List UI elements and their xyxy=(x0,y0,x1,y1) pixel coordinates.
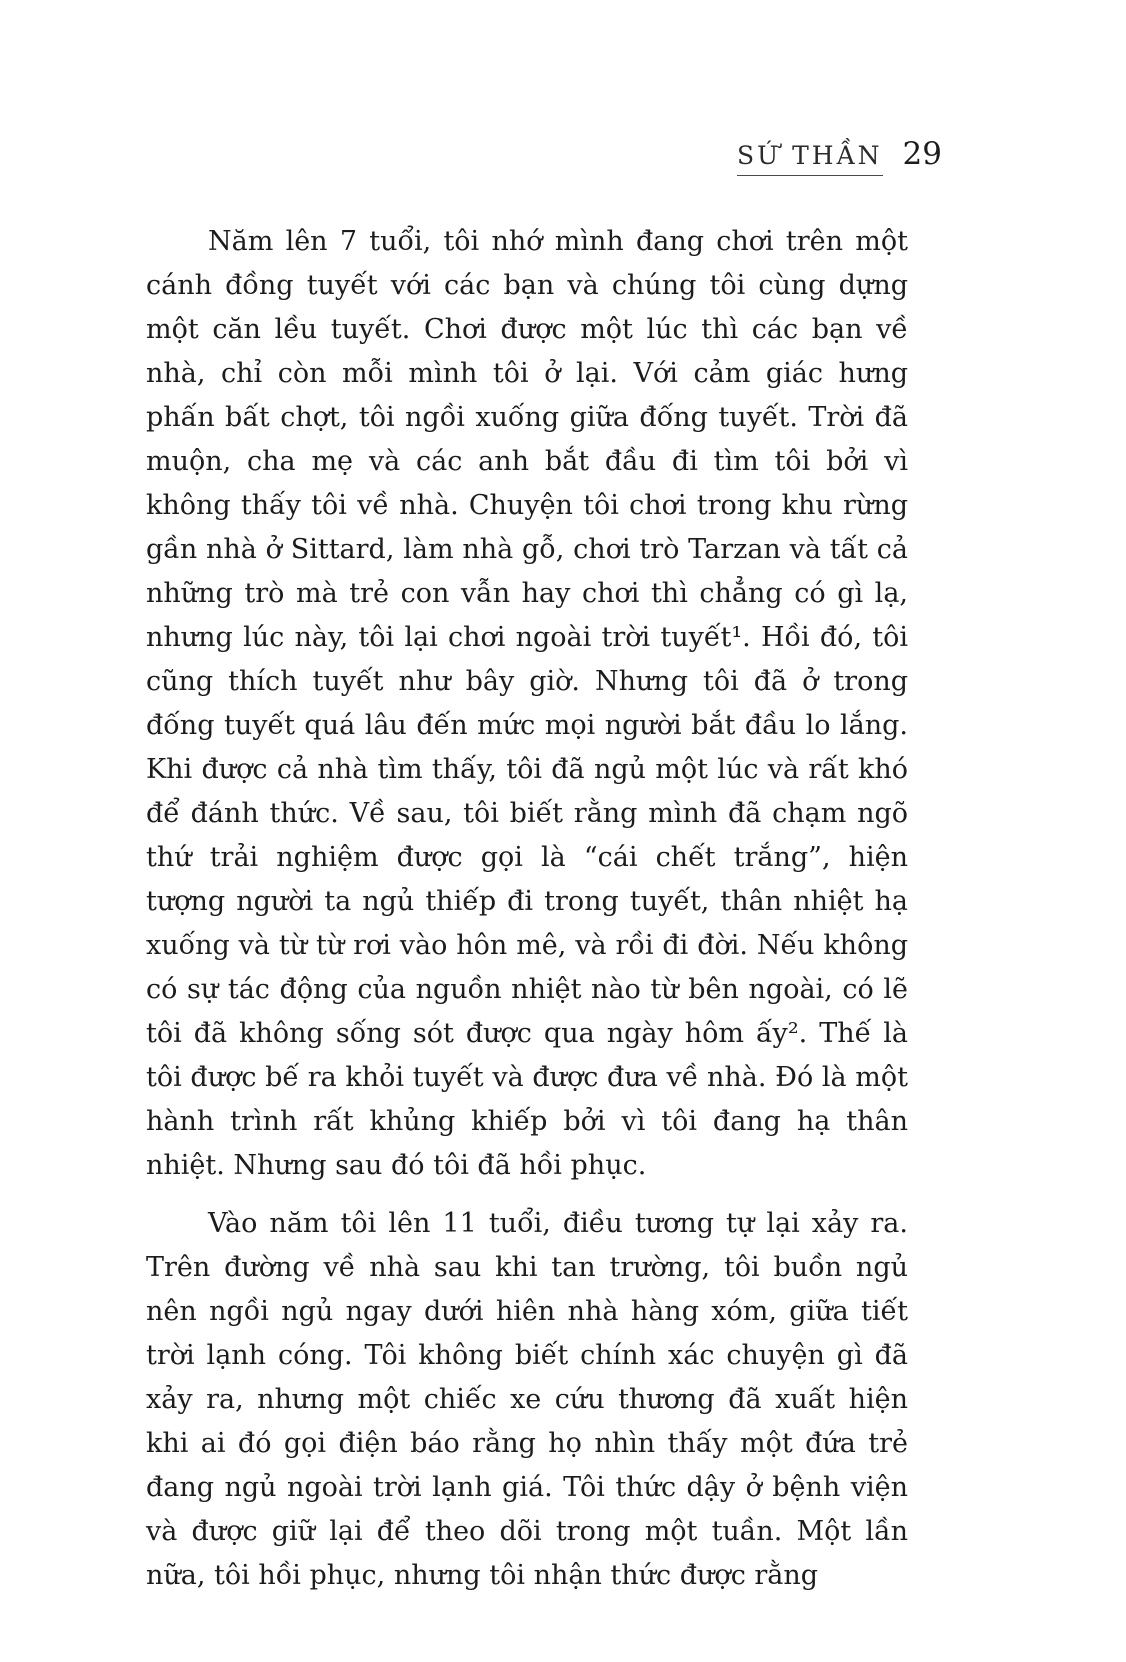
paragraph-2: Vào năm tôi lên 11 tuổi, điều tương tự lại xảy ra. Trên đường về nhà sau khi tan trường, tôi buồn ngủ nên ngồi ngủ ngay dưới hiên nhà hàng xóm, giữa tiết trời lạnh cóng. Tôi không biết chính xác chuyện gì đã xảy ra, nhưng một chiếc xe cứu thương đã xuất hiện khi ai đó gọi điện báo rằng họ nhìn thấy một đứa trẻ đang ngủ ngoài trời lạnh giá. Tôi thức dậy ở bệnh viện và được giữ lại để theo dõi trong một tuần. Một lần nữa, tôi hồi phục, nhưng tôi nhận thức được rằng xyxy=(146,1208,908,1591)
running-head-title: SỨ THẦN xyxy=(737,141,883,176)
page-number: 29 xyxy=(902,136,942,172)
paragraph-1: Năm lên 7 tuổi, tôi nhớ mình đang chơi trên một cánh đồng tuyết với các bạn và chúng tôi cùng dựng một căn lều tuyết. Chơi được một lúc thì các bạn về nhà, chỉ còn mỗi mình tôi ở lại. Với cảm giác hưng phấn bất chợt, tôi ngồi xuống giữa đống tuyết. Trời đã muộn, cha mẹ và các anh bắt đầu đi tìm tôi bởi vì không thấy tôi về nhà. Chuyện tôi chơi trong khu rừng gần nhà ở Sittard, làm nhà gỗ, chơi trò Tarzan và tất cả những trò mà trẻ con vẫn hay chơi thì chẳng có gì lạ, nhưng lúc này, tôi lại chơi ngoài trời tuyết¹. Hồi đó, tôi cũng thích tuyết như bây giờ. Nhưng tôi đã ở trong đống tuyết quá lâu đến mức mọi người bắt đầu lo lắng. Khi được cả nhà tìm thấy, tôi đã ngủ một lúc và rất khó để đánh thức. Về sau, tôi biết rằng mình đã chạm ngõ thứ trải nghiệm được gọi là “cái chết trắng”, hiện tượng người ta ngủ thiếp đi trong tuyết, thân nhiệt hạ xuống và từ từ rơi vào hôn mê, và rồi đi đời. Nếu không có sự tác động của nguồn nhiệt nào từ bên ngoài, có lẽ tôi đã không sống sót được qua ngày hôm ấy². Thế là tôi được bế ra khỏi tuyết và được đưa về nhà. Đó là một hành trình rất khủng khiếp bởi vì tôi đang hạ thân nhiệt. Nhưng sau đó tôi đã hồi phục. xyxy=(146,226,908,1181)
body-text xyxy=(146,220,908,1598)
running-head xyxy=(737,136,942,176)
